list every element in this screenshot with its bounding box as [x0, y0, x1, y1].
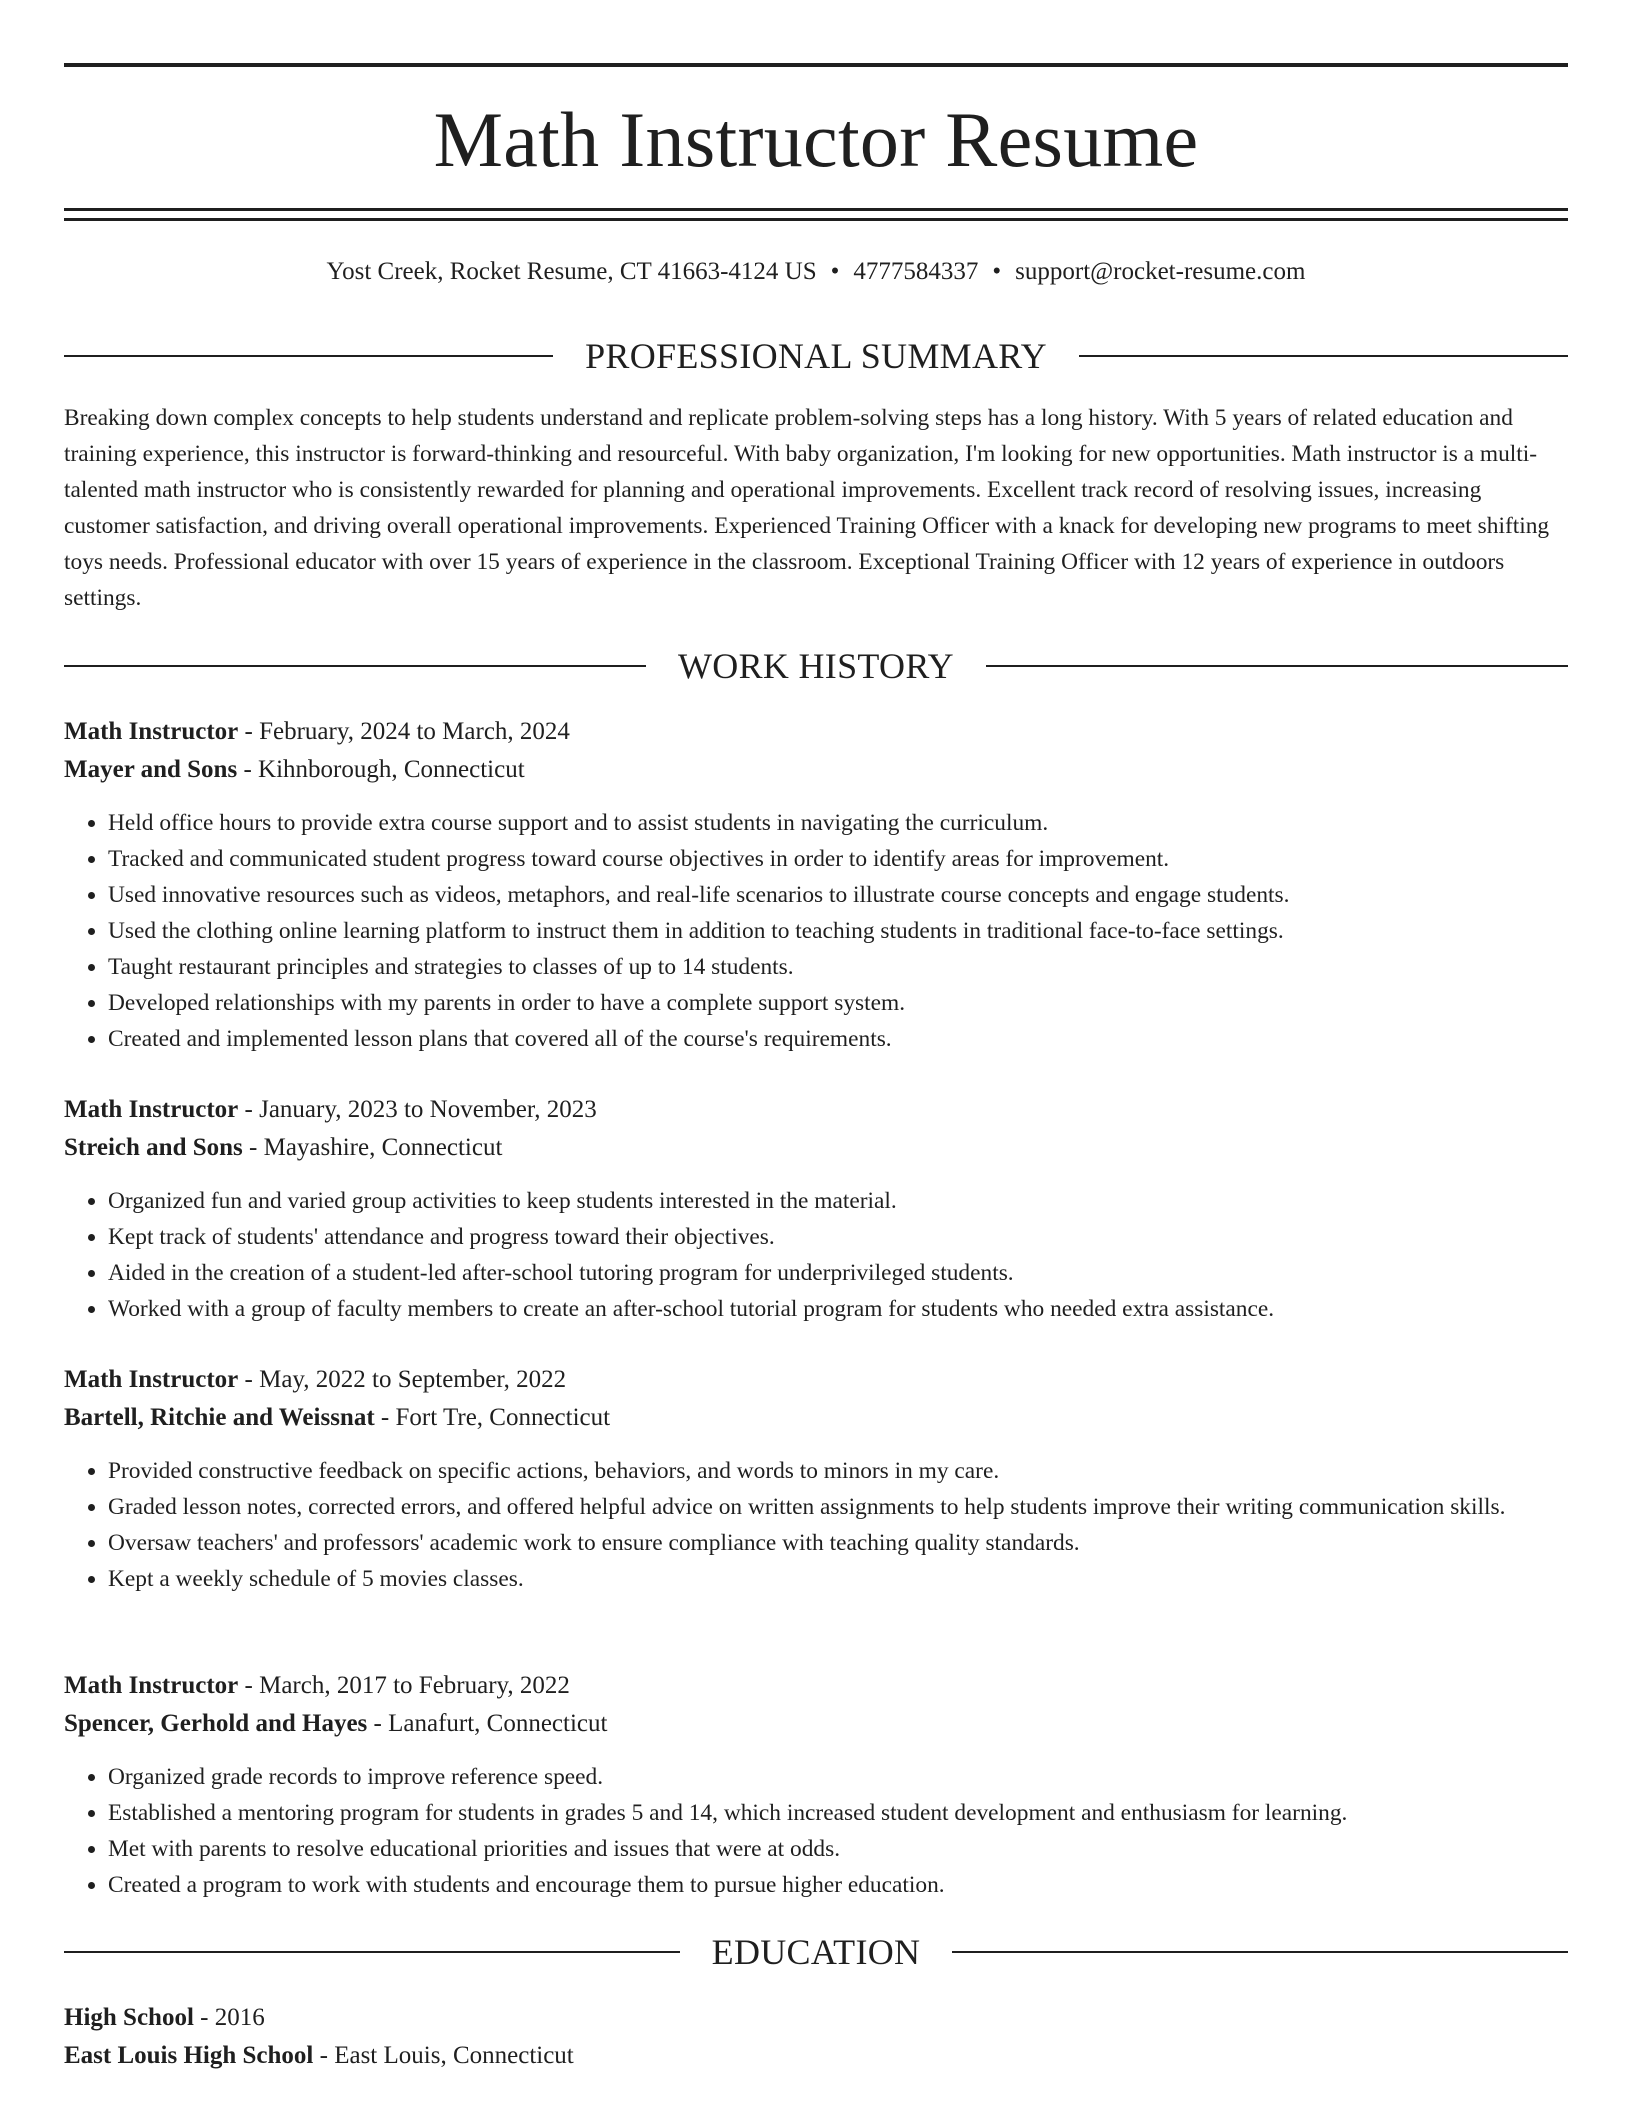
education-location: - East Louis, Connecticut — [313, 2042, 574, 2069]
job-company-line — [64, 1399, 1568, 1437]
section-rule-right — [952, 1951, 1568, 1953]
job-bullet: • Provided constructive feedback on specific actions, behaviors, and words to minors in my care. — [108, 1453, 1568, 1489]
job-bullet: • Created and implemented lesson plans that covered all of the course's requirements. — [108, 1021, 1568, 1057]
education-degree: High School — [64, 2004, 194, 2031]
section-title-education: EDUCATION — [711, 1932, 921, 1972]
job-bullet: • Aided in the creation of a student-led after-school tutoring program for underprivileged students. — [108, 1255, 1568, 1291]
top-rule — [64, 63, 1568, 67]
job-title: Math Instructor — [64, 718, 239, 745]
job-bullet: • Kept track of students' attendance and progress toward their objectives. — [108, 1219, 1568, 1255]
job-location: - Lanafurt, Connecticut — [367, 1710, 608, 1737]
job-bullet: • Worked with a group of faculty members to create an after-school tutorial program for students who needed extra assistance. — [108, 1291, 1568, 1327]
title-double-rule — [64, 208, 1568, 221]
job-location: - Mayashire, Connecticut — [242, 1134, 503, 1161]
job-bullet: • Held office hours to provide extra course support and to assist students in navigating the curriculum. — [108, 805, 1568, 841]
section-rule-left — [64, 1951, 680, 1953]
job-bullet: • Developed relationships with my parents in order to have a complete support system. — [108, 985, 1568, 1021]
education-school-line — [64, 2037, 1568, 2075]
job-company-line — [64, 1129, 1568, 1167]
job-company: Spencer, Gerhold and Hayes — [64, 1710, 368, 1737]
section-header-summary — [64, 334, 1568, 378]
job-bullet: • Oversaw teachers' and professors' academic work to ensure compliance with teaching quality standards. — [108, 1525, 1568, 1561]
education-degree-line — [64, 1999, 1568, 2037]
contact-email[interactable]: support@rocket-resume.com — [1015, 258, 1306, 285]
job-entry — [64, 1091, 1568, 1327]
education-school: East Louis High School — [64, 2042, 314, 2069]
section-rule-right — [986, 665, 1568, 667]
section-title-work: WORK HISTORY — [678, 646, 954, 686]
job-bullets — [64, 1453, 1568, 1597]
job-bullet: • Established a mentoring program for students in grades 5 and 14, which increased student development and enthusiasm for learning. — [108, 1795, 1568, 1831]
job-title: Math Instructor — [64, 1672, 239, 1699]
job-location: - Fort Tre, Connecticut — [374, 1404, 611, 1431]
job-bullet: • Kept a weekly schedule of 5 movies classes. — [108, 1561, 1568, 1597]
job-bullet: • Organized grade records to improve reference speed. — [108, 1759, 1568, 1795]
job-title-line — [64, 1361, 1568, 1399]
job-title: Math Instructor — [64, 1096, 239, 1123]
contact-address: Yost Creek, Rocket Resume, CT 41663-4124 US — [326, 258, 817, 285]
job-company: Mayer and Sons — [64, 756, 238, 783]
section-rule-left — [64, 665, 646, 667]
job-dates: - January, 2023 to November, 2023 — [238, 1096, 597, 1123]
job-bullet: • Taught restaurant principles and strategies to classes of up to 14 students. — [108, 949, 1568, 985]
resume-title: Math Instructor Resume — [433, 96, 1199, 183]
job-entry — [64, 713, 1568, 1057]
contact-separator: • — [992, 258, 1002, 285]
job-company: Streich and Sons — [64, 1134, 243, 1161]
job-bullet: • Created a program to work with students and encourage them to pursue higher education. — [108, 1867, 1568, 1903]
section-header-work — [64, 644, 1568, 688]
job-bullets — [64, 1183, 1568, 1327]
section-title-summary: PROFESSIONAL SUMMARY — [585, 336, 1047, 376]
job-bullet: • Graded lesson notes, corrected errors, and offered helpful advice on written assignments to help students improve their writing communication skills. — [108, 1489, 1568, 1525]
job-dates: - March, 2017 to February, 2022 — [238, 1672, 570, 1699]
job-dates: - February, 2024 to March, 2024 — [238, 718, 570, 745]
contact-phone[interactable]: 4777584337 — [853, 258, 979, 285]
job-bullet: • Used the clothing online learning platform to instruct them in addition to teaching students in traditional face-to-face settings. — [108, 913, 1568, 949]
job-title-line — [64, 1667, 1568, 1705]
job-company: Bartell, Ritchie and Weissnat — [64, 1404, 375, 1431]
section-rule-right — [1079, 355, 1568, 357]
job-title: Math Instructor — [64, 1366, 239, 1393]
job-title-line — [64, 1091, 1568, 1129]
job-company-line — [64, 751, 1568, 789]
education-year: - 2016 — [193, 2004, 265, 2031]
job-entry — [64, 1667, 1568, 1903]
job-bullet: • Used innovative resources such as videos, metaphors, and real-life scenarios to illustrate course concepts and engage students. — [108, 877, 1568, 913]
job-bullet: • Tracked and communicated student progress toward course objectives in order to identify areas for improvement. — [108, 841, 1568, 877]
contact-separator: • — [830, 258, 840, 285]
job-entry — [64, 1361, 1568, 1597]
section-header-education — [64, 1930, 1568, 1974]
job-bullet: • Met with parents to resolve educational priorities and issues that were at odds. — [108, 1831, 1568, 1867]
education-entry — [64, 1999, 1568, 2075]
job-company-line — [64, 1705, 1568, 1743]
job-title-line — [64, 713, 1568, 751]
job-dates: - May, 2022 to September, 2022 — [238, 1366, 567, 1393]
job-bullets — [64, 805, 1568, 1057]
job-bullets — [64, 1759, 1568, 1903]
job-bullet: • Organized fun and varied group activities to keep students interested in the material. — [108, 1183, 1568, 1219]
job-location: - Kihnborough, Connecticut — [237, 756, 525, 783]
section-rule-left — [64, 355, 553, 357]
contact-line — [64, 254, 1568, 290]
summary-text: Breaking down complex concepts to help students understand and replicate problem-solving steps has a long history. With 5 years of related education and training experience, this instructor is forward-thinking and resourceful. With baby organization, I'm looking for new opportunities. Math instructor is a multi-talented math instructor who is consistently rewarded for planning and operational improvements. Excellent track record of resolving issues, increasing customer satisfaction, and driving overall operational improvements. Experienced Training Officer with a knack for developing new programs to meet shifting toys needs. Professional educator with over 15 years of experience in the classroom. Exceptional Training Officer with 12 years of experience in outdoors settings. — [64, 405, 1550, 611]
